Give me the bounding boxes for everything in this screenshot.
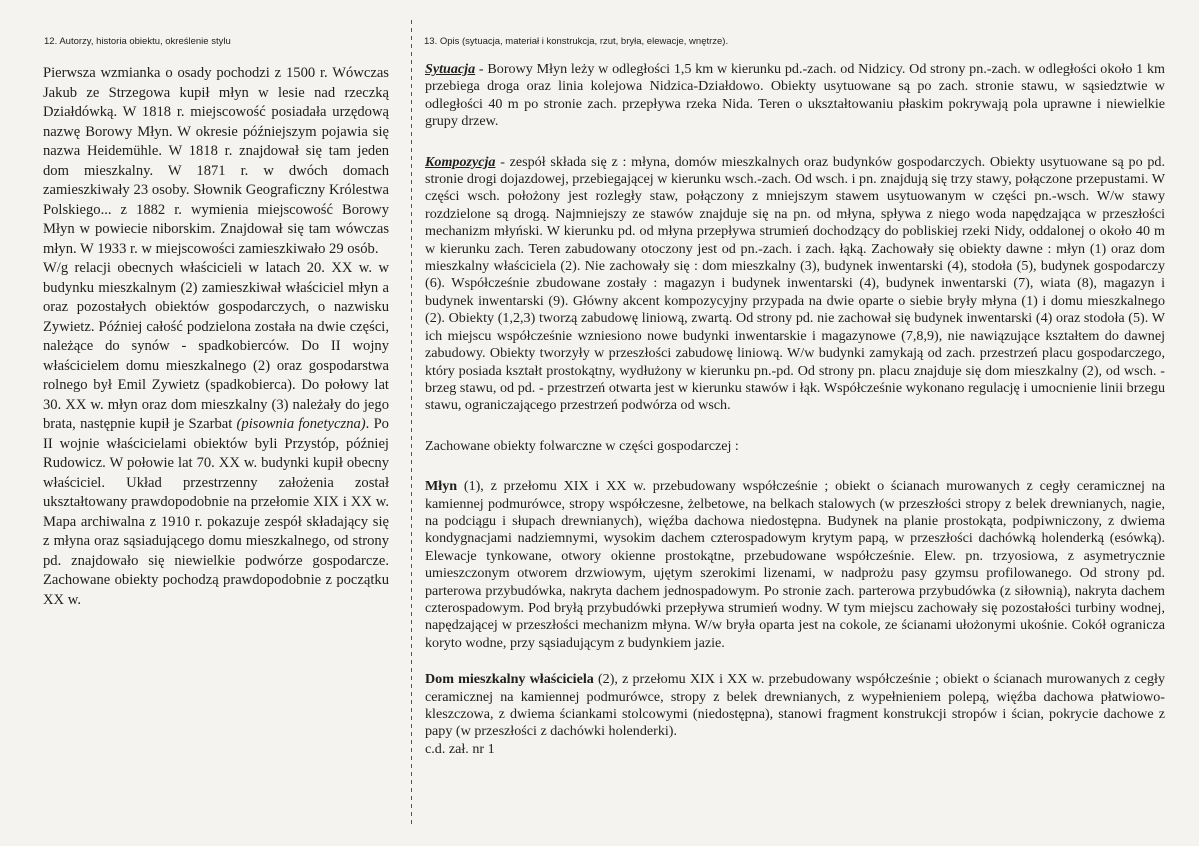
kompozycja-paragraph bbox=[425, 154, 1165, 415]
column-divider bbox=[411, 20, 412, 825]
sytuacja-text: - Borowy Młyn leży w odległości 1,5 km w kierunku pd.-zach. od Nidzicy. Od strony pn.-zach. w odległości około 1 km przebiega droga oraz linia kolejowa Nidzica-Działdowo. Obiekty usytuowane są po zach. stronie stawu, w sąsiedztwie w odległości 40 m po stronie zach. przepływa rzeka Nida. Teren o ukształtowaniu płaskim pokrywają pola uprawne i niewielkie grupy drzew. bbox=[425, 61, 1165, 130]
dom-text: (2), z przełomu XIX i XX w. przebudowany współcześnie ; obiekt o ścianach murowanych z cegły ceramicznej na kamiennej podmurówce, stropy z belek drewnianych, z wypełnieniem polepą, więźba dachowa płatwiowo-kleszczowa, z dwiema ściankami stolcowymi (niedostępna), stanowi fragment konstrukcji stropów i ścian, pokrycie dachowe z papy (w przeszłości z dachówki holenderki). bbox=[425, 671, 1165, 740]
right-column-header: 13. Opis (sytuacja, materiał i konstrukcja, rzut, bryła, elewacje, wnętrze). bbox=[424, 36, 729, 47]
sytuacja-paragraph bbox=[425, 61, 1165, 131]
history-paragraph-2-end: . Po II wojnie właścicielami obiektów byli Przystóp, później Rudowicz. W połowie lat 70. XX w. budynki kupił obecny właściciel. Układ przestrzenny założenia został ukształtowany prawdopodobnie na przełomie XIX i XX w. Mapa archiwalna z 1910 r. pokazuje zespół składający się z młyna oraz sąsiadującego domu mieszkalnego, od strony pd. znajdowało się niewielkie podwórze gospodarcze. Zachowane obiekty pochodzą prawdopodobnie z początku XX w. bbox=[43, 416, 389, 608]
kompozycja-text: - zespół składa się z : młyna, domów mieszkalnych oraz budynków gospodarczych. Obiekty usytuowane są po pd. stronie drogi dojazdowej, przebiegającej w kierunku wsch.-zach. Od wsch. i pn. znajdują się trzy stawy, połączone przepustami. W części wsch. położony jest rozległy staw, połączony z mniejszym stawem usytuowanym w części pn.-wsch. W/w stawy rozdzielone są drogą. Najmniejszy ze stawów znajduje się na pn. od młyna, spływa z niego woda napędzająca w przeszłości mechanizm młyński. W kierunku pd. od młyna przepływa strumień dochodzący do pobliskiej rzeki Nidy, oddalonej o około 40 m w kierunku zach. Teren zabudowany otoczony jest od pn.-zach. i zach. łąką. Zachowały się obiekty dawne : młyn (1) oraz dom mieszkalny właściciela (2). Nie zachowały się : dom mieszkalny (3), budynek inwentarski (4), stodoła (5), budynek gospodarczy (6). Współcześnie zbudowane zostały : magazyn i budynek inwentarski (4), budynek inwentarski (7), wiata (8), magazyn i budynek inwentarski (9). Główny akcent kompozycyjny przypada na dwie oparte o siebie bryły młyna (1) i domu mieszkalnego (2). Obiekty (1,2,3) tworzą zabudowę liniową, zwartą. Od strony pd. nie zachował się budynek inwentarski (4) oraz stodoła (5). W ich miejscu współcześnie wzniesiono nowe budynki inwentarskie i magazynowe (7,8,9), nie nawiązujące kształtem do dawnej zabudowy. Obiekty tworzyły w przeszłości zabudowę liniową. W/w budynki zamykają od zach. przestrzeń placu gospodarczego, który posiada kształt prostokątny, wydłużony w kierunku pn.-pd. Od strony pn. placu znajduje się dom mieszkalny (2), od wsch. - brzeg stawu, od pd. - przestrzeń otwarta jest w kierunku stawów i łąk. Współcześnie wykonano regulację i umocnienie linii brzegu stawu, ograniczającego przestrzeń podwórza od wsch. bbox=[425, 153, 1165, 414]
history-paragraph-2 bbox=[43, 259, 389, 610]
history-paragraph-2-text: W/g relacji obecnych właścicieli w latach 20. XX w. w budynku mieszkalnym (2) zamieszkiwał właściciel młyn a oraz pozostałych obiektów gospodarczych, o nazwisku Zywietz. Później całość podzielona została na dwie części, należące do synów - spadkobierców. Do II wojny właścicielem domu mieszkalnego (2) oraz gospodarstwa rolnego był Emil Zywietz (spadkobierca). Do połowy lat 30. XX w. młyn oraz dom mieszkalny (3) należały do jego brata, następnie kupił je Szarbat bbox=[43, 260, 389, 432]
mlyn-paragraph bbox=[425, 478, 1165, 652]
dom-paragraph bbox=[425, 671, 1165, 741]
mlyn-heading: Młyn bbox=[425, 478, 458, 495]
description-column bbox=[425, 61, 1165, 758]
left-column-header: 12. Autorzy, historia obiektu, określenie stylu bbox=[44, 36, 231, 47]
sytuacja-heading: Sytuacja bbox=[425, 61, 476, 77]
preserved-objects-heading: Zachowane obiekty folwarczne w części gospodarczej : bbox=[425, 437, 739, 454]
mlyn-text: (1), z przełomu XIX i XX w. przebudowany współcześnie ; obiekt o ścianach murowanych z cegły ceramicznej na kamiennej podmurówce, stropy współczesne, żelbetowe, na belkach stalowych (w przeszłości stropy z belek drewnianych, nagie, na podciągu i słupach drewnianych), więźba dachowa niedostępna. Budynek na planie prostokąta, podpiwniczony, z dwiema kondygnacjami nadziemnymi, wysokim dachem czterospadowym krytym papą, w przeszłości dachówką holenderką (esówką). Elewacje tynkowane, otwory okienne prostokątne, przebudowane współcześnie. Elew. pn. trzyosiowa, z asymetrycznie umieszczonym otworem drzwiowym, ujętym szerokimi lizenami, w nadprożu pasy gzymsu profilowanego. Od strony pd. parterowa przybudówka, nakryta dachem jednospadowym. Po stronie zach. parterowa przybudówka (z siłownią), nakryta dachem czterospadowym. Pod bryłą przybudówki przepływa strumień wodny. W tym miejscu zachowały się pozostałości turbiny wodnej, napędzającej w przeszłości mechanizm młyna. W/w bryła oparta jest na cokole, ze ścianami ułożonymi ukośnie. Cokół ogranicza koryto wodne, przy sąsiadującym z budynkiem jazie. bbox=[425, 478, 1165, 651]
dom-heading: Dom mieszkalny właściciela bbox=[425, 671, 594, 688]
history-column bbox=[43, 64, 389, 610]
continuation-note: c.d. zał. nr 1 bbox=[425, 740, 495, 757]
kompozycja-heading: Kompozycja bbox=[425, 153, 496, 170]
phonetic-spelling-note: (pisownia fonetyczna) bbox=[236, 416, 366, 432]
history-paragraph-1: Pierwsza wzmianka o osady pochodzi z 1500 r. Wówczas Jakub ze Strzegowa kupił młyn w lesie nad rzeczką Działdówką. W 1818 r. miejscowość posiadała urzędową nazwę Borowy Młyn. W okresie późniejszym pojawia się nazwa Heidemühle. W 1818 r. znajdował się tam jeden dom mieszkalny. W 1871 r. w dwóch domach zamieszkiwały 23 osoby. Słownik Geograficzny Królestwa Polskiego... z 1882 r. wymienia miejscowość Borowy Młyn w powiecie niborskim. Znajdował się tam wówczas młyn. W 1933 r. w miejscowości zamieszkiwało 29 osób. bbox=[43, 65, 389, 257]
